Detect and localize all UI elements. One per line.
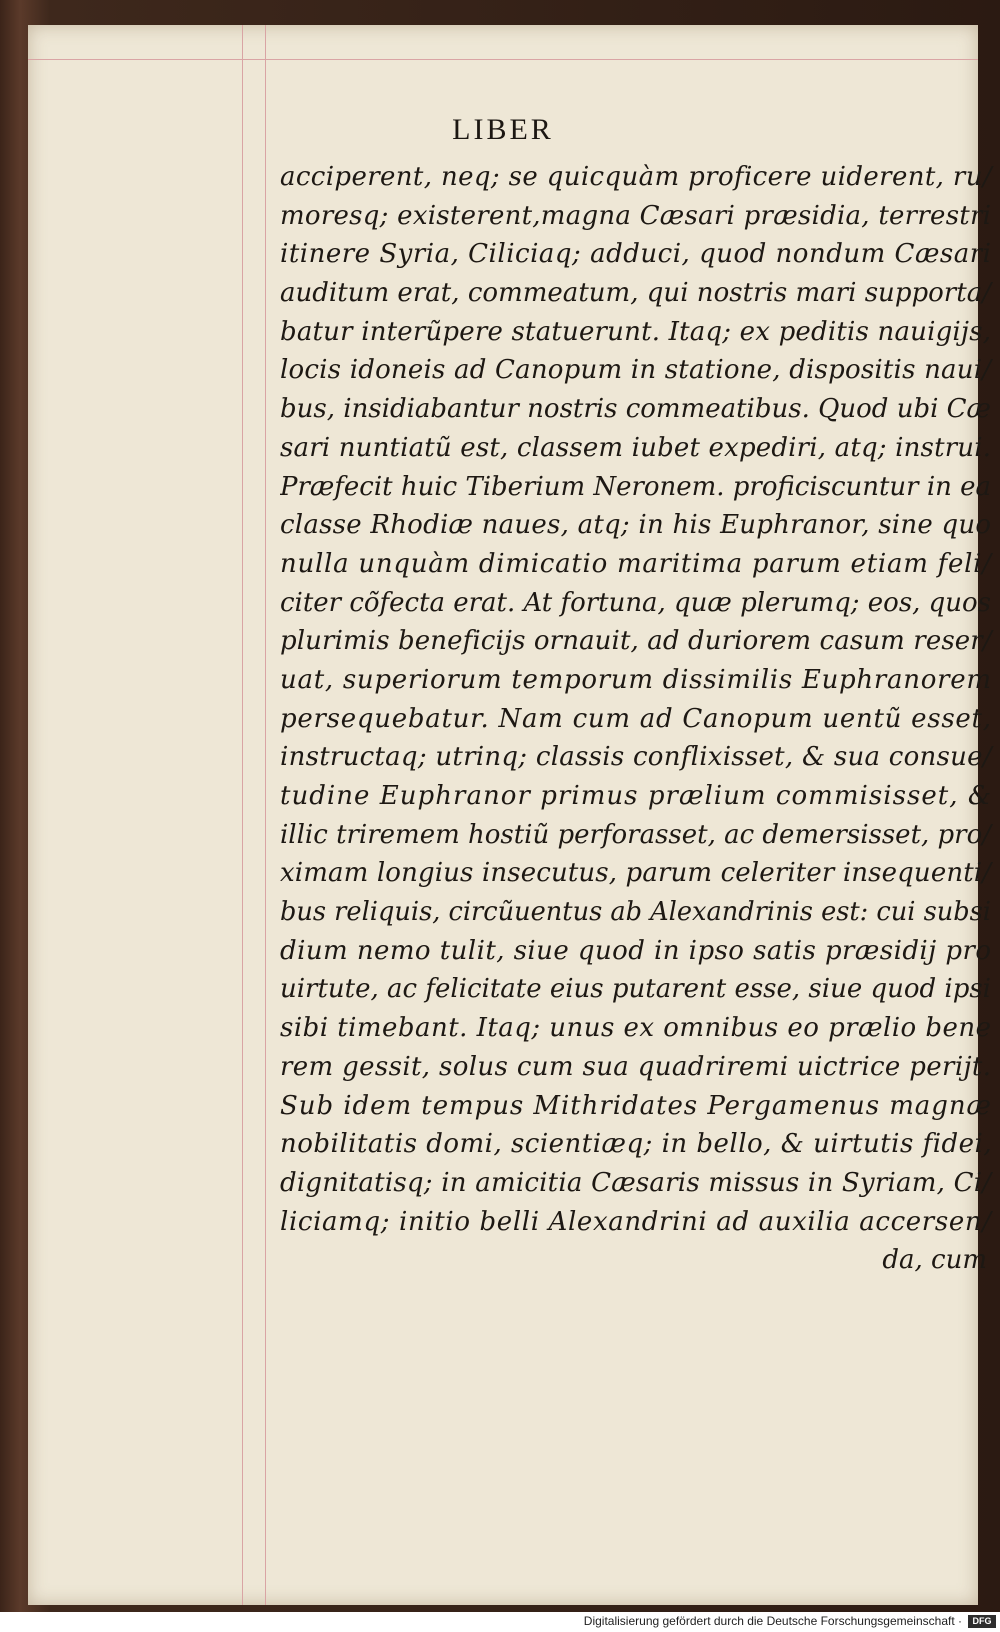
- text-line: nobilitatis domi, scientiæq; in bello, & uirtutis fidei,: [280, 1129, 993, 1160]
- text-line: illic triremem hostiũ perforasset, ac demersisset, pro/: [280, 819, 991, 850]
- margin-rule-inner: [265, 25, 266, 1605]
- dfg-logo: DFG: [968, 1615, 996, 1628]
- catchword-line: da, cum: [882, 1245, 987, 1276]
- text-line: Sub idem tempus Mithridates Pergamenus magnæ: [280, 1090, 992, 1121]
- text-line: bus, insidiabantur nostris commeatibus. Quod ubi Cæ: [280, 394, 991, 425]
- book-page: [28, 25, 993, 1605]
- running-head: LIBER: [452, 113, 554, 146]
- text-line: uat, superiorum temporum dissimilis Euphranorem: [280, 664, 992, 695]
- text-line: nulla unquàm dimicatio maritima parum etiam feli/: [280, 548, 992, 579]
- text-line: sibi timebant. Itaq; unus ex omnibus eo prælio bene: [280, 1013, 992, 1044]
- text-line: moresq; existerent,magna Cæsari præsidia, terrestri: [280, 200, 992, 231]
- text-line: ximam longius insecutus, parum celeriter insequenti/: [280, 858, 992, 889]
- text-line: dium nemo tulit, siue quod in ipso satis præsidij pro: [280, 935, 992, 966]
- text-line: acciperent, neq; se quicquàm proficere uiderent, ru/: [280, 162, 992, 192]
- text-line: citer cõfecta erat. At fortuna, quæ plerumq; eos, quos: [280, 587, 991, 618]
- text-line: tudine Euphranor primus prælium commisisset, &: [280, 781, 993, 811]
- text-line: persequebatur. Nam cum ad Canopum uentũ esset,: [280, 703, 992, 734]
- text-line: rem gessit, solus cum sua quadriremi uictrice perijt.: [280, 1051, 992, 1082]
- text-line: locis idoneis ad Canopum in statione, dispositis naui/: [280, 355, 992, 386]
- text-line: liciamq; initio belli Alexandrini ad auxilia accersen/: [280, 1206, 992, 1237]
- digitization-footer: [0, 1612, 1000, 1632]
- text-line: batur interũpere statuerunt. Itaq; ex peditis nauigijs,: [280, 316, 992, 347]
- margin-rule-top: [28, 59, 978, 60]
- text-line: itinere Syria, Ciliciaq; adduci, quod nondum Cæsari: [280, 239, 992, 270]
- footer-credit: Digitalisierung gefördert durch die Deutsche Forschungsgemeinschaft ·: [583, 1614, 962, 1628]
- text-line: sari nuntiatũ est, classem iubet expediri, atq; instrui.: [280, 432, 992, 463]
- text-line: Præfecit huic Tiberium Neronem. proficiscuntur in ea: [280, 471, 991, 502]
- text-line: classe Rhodiæ naues, atq; in his Euphranor, sine quo: [280, 510, 992, 541]
- text-line: plurimis beneficijs ornauit, ad duriorem casum reser/: [280, 626, 992, 657]
- text-line: auditum erat, commeatum, qui nostris mari supporta/: [280, 278, 992, 309]
- text-line: uirtute, ac felicitate eius putarent esse, siue quod ipsi: [280, 974, 991, 1005]
- body-text: [280, 158, 995, 1280]
- margin-rule-left: [242, 25, 243, 1605]
- text-line: bus reliquis, circũuentus ab Alexandrinis est: cui subsi: [280, 897, 991, 928]
- text-line: instructaq; utrinq; classis conflixisset, & sua consue/: [280, 742, 992, 773]
- text-line: dignitatisq; in amicitia Cæsaris missus in Syriam, Ci/: [280, 1167, 992, 1198]
